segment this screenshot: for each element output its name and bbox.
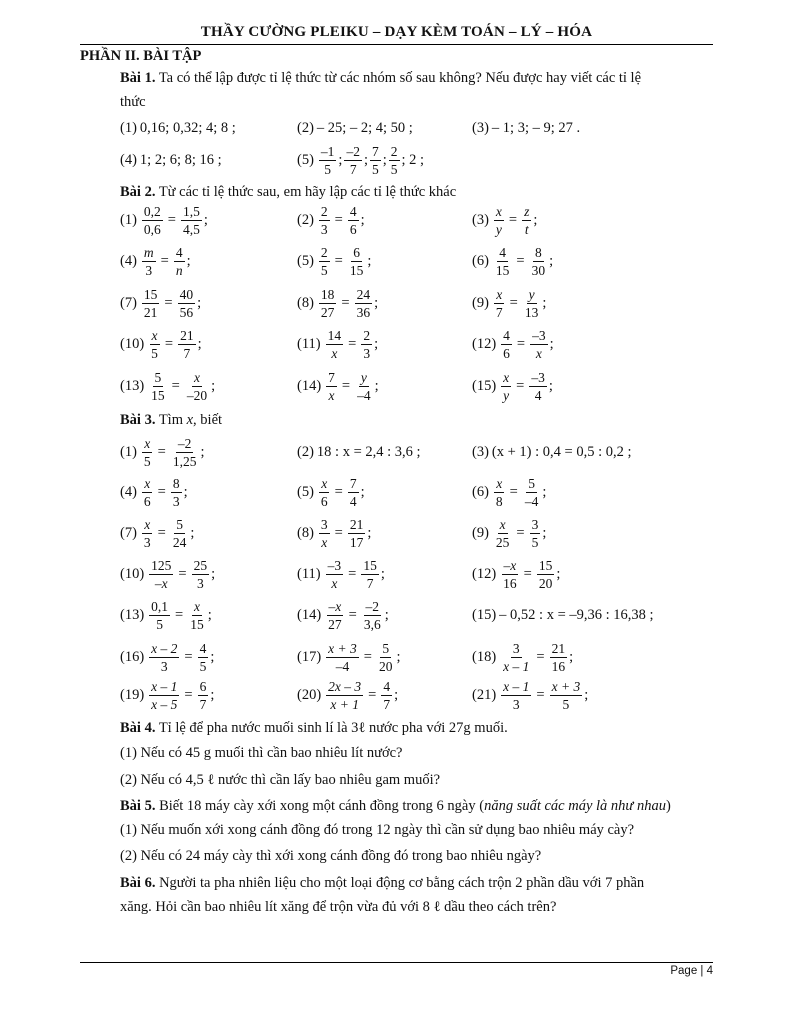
proportion-item: (8) $\frac{18}{27}$ = $\frac{24}{36}$ ; (297, 286, 379, 320)
proportion-item: (13) $\frac{5}{15}$ = $\frac{x}{-20}$ ; (120, 369, 216, 403)
bai1-item: (4) 1; 2; 6; 8; 16 ; (120, 151, 222, 168)
bai4-q1: (1) Nếu có 45 g muối thì cần bao nhiêu lít nước? (120, 745, 403, 761)
proportion-item: (7) $\frac{15}{21}$ = $\frac{40}{56}$ ; (120, 286, 202, 320)
bai3-grid-b-row (120, 472, 720, 512)
proportion-item: (12) $\frac{-x}{16}$ = $\frac{15}{20}$ ; (472, 557, 561, 591)
proportion-item: (1) $\frac{0,2}{0,6}$ = $\frac{1,5}{4,5}$ ; (120, 203, 208, 237)
bai3-item: (13) $\frac{0,1}{5}$ = $\frac{x}{15}$ ; (120, 598, 212, 632)
bai1-label: Bài 1. (120, 70, 156, 86)
bai3-row-1 (120, 432, 720, 472)
bai3-item: (2) 18 : x = 2,4 : 3,6 ; (297, 443, 421, 460)
bai5-label: Bài 5. (120, 798, 156, 814)
proportion-item: (17) $\frac{x + 3}{-4}$ = $\frac{5}{20}$ ; (297, 640, 401, 674)
proportion-item: (8) $\frac{3}{x}$ = $\frac{21}{17}$ ; (297, 516, 372, 550)
footer-divider (80, 962, 713, 963)
proportion-item: (2) $\frac{2}{3}$ = $\frac{4}{6}$ ; (297, 203, 365, 237)
proportion-item: (3) $\frac{x}{y}$ = $\frac{z}{t}$ ; (472, 203, 538, 237)
bai3-item: (1) $\frac{x}{5}$ = $\frac{-2}{1,25}$ ; (120, 435, 205, 469)
bai4-label: Bài 4. (120, 720, 156, 736)
bai2-text: Từ các tỉ lệ thức sau, em hãy lập các tỉ lệ thức khác (155, 184, 457, 200)
bai3-grid-b-row (120, 513, 720, 553)
bai3-grid-c-row (120, 637, 720, 677)
bai3-label: Bài 3. (120, 412, 156, 428)
bai6: Bài 6. Người ta pha nhiên liệu cho một loại động cơ bằng cách trộn 2 phần dầu với 7 phần xăng. Hỏi cần bao nhiêu lít xăng để trộn vừa đủ với 8 ℓ dầu theo cách trên? (120, 875, 645, 915)
proportion-item: (4) $\frac{m}{3}$ = $\frac{4}{n}$ ; (120, 245, 191, 278)
proportion-item: (6) $\frac{x}{8}$ = $\frac{5}{-4}$ ; (472, 475, 547, 509)
proportion-item: (21) $\frac{x - 1}{3}$ = $\frac{x + 3}{5}$ ; (472, 678, 589, 712)
proportion-item: (11) $\frac{14}{x}$ = $\frac{2}{3}$ ; (297, 328, 379, 361)
bai2-grid-row (120, 242, 720, 282)
bai1-text-line2: thức (120, 94, 146, 110)
bai4: Bài 4. Tỉ lệ để pha nước muối sinh lí là 3ℓ nước pha với 27g muối. (120, 720, 508, 736)
section-title: PHẦN II. BÀI TẬP (80, 48, 202, 64)
proportion-item: (6) $\frac{4}{15}$ = $\frac{8}{30}$ ; (472, 245, 554, 278)
bai5-q2: (2) Nếu có 24 máy cày thì xới xong cánh đồng đó trong bao nhiêu ngày? (120, 848, 542, 864)
proportion-item: (16) $\frac{x - 2}{3}$ = $\frac{4}{5}$ ; (120, 640, 215, 674)
bai3-item: (14) $\frac{-x}{27}$ = $\frac{-2}{3,6}$ ; (297, 598, 389, 632)
proportion-item: (5) $\frac{2}{5}$ = $\frac{6}{15}$ ; (297, 245, 372, 278)
bai2-grid-row (120, 200, 720, 240)
proportion-item: (9) $\frac{x}{25}$ = $\frac{3}{5}$ ; (472, 516, 547, 550)
bai3-item: (15) – 0,52 : x = –9,36 : 16,38 ; (472, 606, 654, 623)
proportion-item: (18) $\frac{3}{x - 1}$ = $\frac{21}{16}$ ; (472, 640, 574, 674)
proportion-item: (14) $\frac{7}{x}$ = $\frac{y}{-4}$ ; (297, 369, 379, 403)
bai4-q2: (2) Nếu có 4,5 ℓ nước thì cần lấy bao nhiêu gam muối? (120, 772, 441, 788)
bai2-grid-row (120, 325, 720, 365)
page-header: THẦY CƯỜNG PLEIKU – DẠY KÈM TOÁN – LÝ – HÓA (200, 24, 593, 40)
bai3-heading: Bài 3. Tìm x, biết (120, 412, 223, 428)
proportion-item: (20) $\frac{2x - 3}{x + 1}$ = $\frac{4}{7}$ ; (297, 678, 399, 712)
bai6-label: Bài 6. (120, 875, 156, 891)
bai5-q1: (1) Nếu muốn xới xong cánh đồng đó trong 12 ngày thì cần sử dụng bao nhiêu máy cày? (120, 822, 635, 838)
bai1-item: (1) 0,16; 0,32; 4; 8 ; (120, 119, 236, 136)
bai2-grid-row (120, 366, 720, 406)
proportion-item: (4) $\frac{x}{6}$ = $\frac{8}{3}$ ; (120, 475, 188, 509)
bai3-grid-b-row (120, 554, 720, 594)
bai1-row-2 (120, 140, 720, 180)
proportion-item: (7) $\frac{x}{3}$ = $\frac{5}{24}$ ; (120, 516, 195, 550)
proportion-item: (12) $\frac{4}{6}$ = $\frac{-3}{x}$ ; (472, 328, 554, 361)
bai3-grid-c-row (120, 675, 720, 715)
proportion-item: (10) $\frac{x}{5}$ = $\frac{21}{7}$ ; (120, 328, 202, 361)
page-number: Page | 4 (670, 965, 713, 977)
bai2-grid-row (120, 283, 720, 323)
bai1-item: (3) – 1; 3; – 9; 27 . (472, 119, 581, 136)
proportion-item: (11) $\frac{-3}{x}$ = $\frac{15}{7}$ ; (297, 557, 385, 591)
proportion-item: (5) $\frac{x}{6}$ = $\frac{7}{4}$ ; (297, 475, 365, 509)
proportion-item: (10) $\frac{125}{-x}$ = $\frac{25}{3}$ ; (120, 557, 216, 591)
bai3-item: (3) (x + 1) : 0,4 = 0,5 : 0,2 ; (472, 443, 632, 460)
bai1-item-5: (5) $\frac{-1}{5}$ ; $\frac{-2}{7}$ ; $\frac{7}{5}$ ; $\frac{2}{5}$ ; 2 ; (297, 143, 425, 177)
bai5: Bài 5. Biết 18 máy cày xới xong một cánh đồng trong 6 ngày (năng suất các máy là như nhau) (120, 798, 671, 814)
bai3-row-5 (120, 595, 720, 635)
bai1-item: (2) – 25; – 2; 4; 50 ; (297, 119, 413, 136)
proportion-item: (9) $\frac{x}{7}$ = $\frac{y}{13}$ ; (472, 286, 547, 320)
bai1-text: Ta có thể lập được tỉ lệ thức từ các nhóm số sau không? Nếu được hay viết các tỉ lệ (155, 70, 642, 86)
proportion-item: (15) $\frac{x}{y}$ = $\frac{-3}{4}$ ; (472, 369, 553, 403)
proportion-item: (19) $\frac{x - 1}{x - 5}$ = $\frac{6}{7}$ ; (120, 678, 215, 712)
header-divider (80, 44, 713, 45)
bai1-heading (120, 66, 720, 114)
bai2-label: Bài 2. (120, 184, 156, 200)
